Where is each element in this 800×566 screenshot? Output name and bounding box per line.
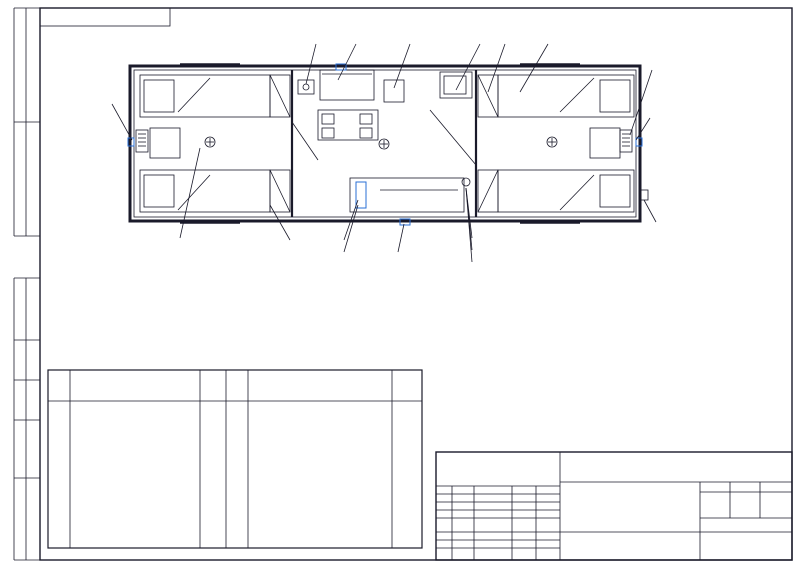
- sheet-frame: [40, 8, 792, 560]
- title-block-grid: [436, 452, 792, 560]
- komplekt-grid: [48, 370, 422, 548]
- floor-plan: [128, 64, 648, 225]
- callout-leaders: [112, 44, 656, 262]
